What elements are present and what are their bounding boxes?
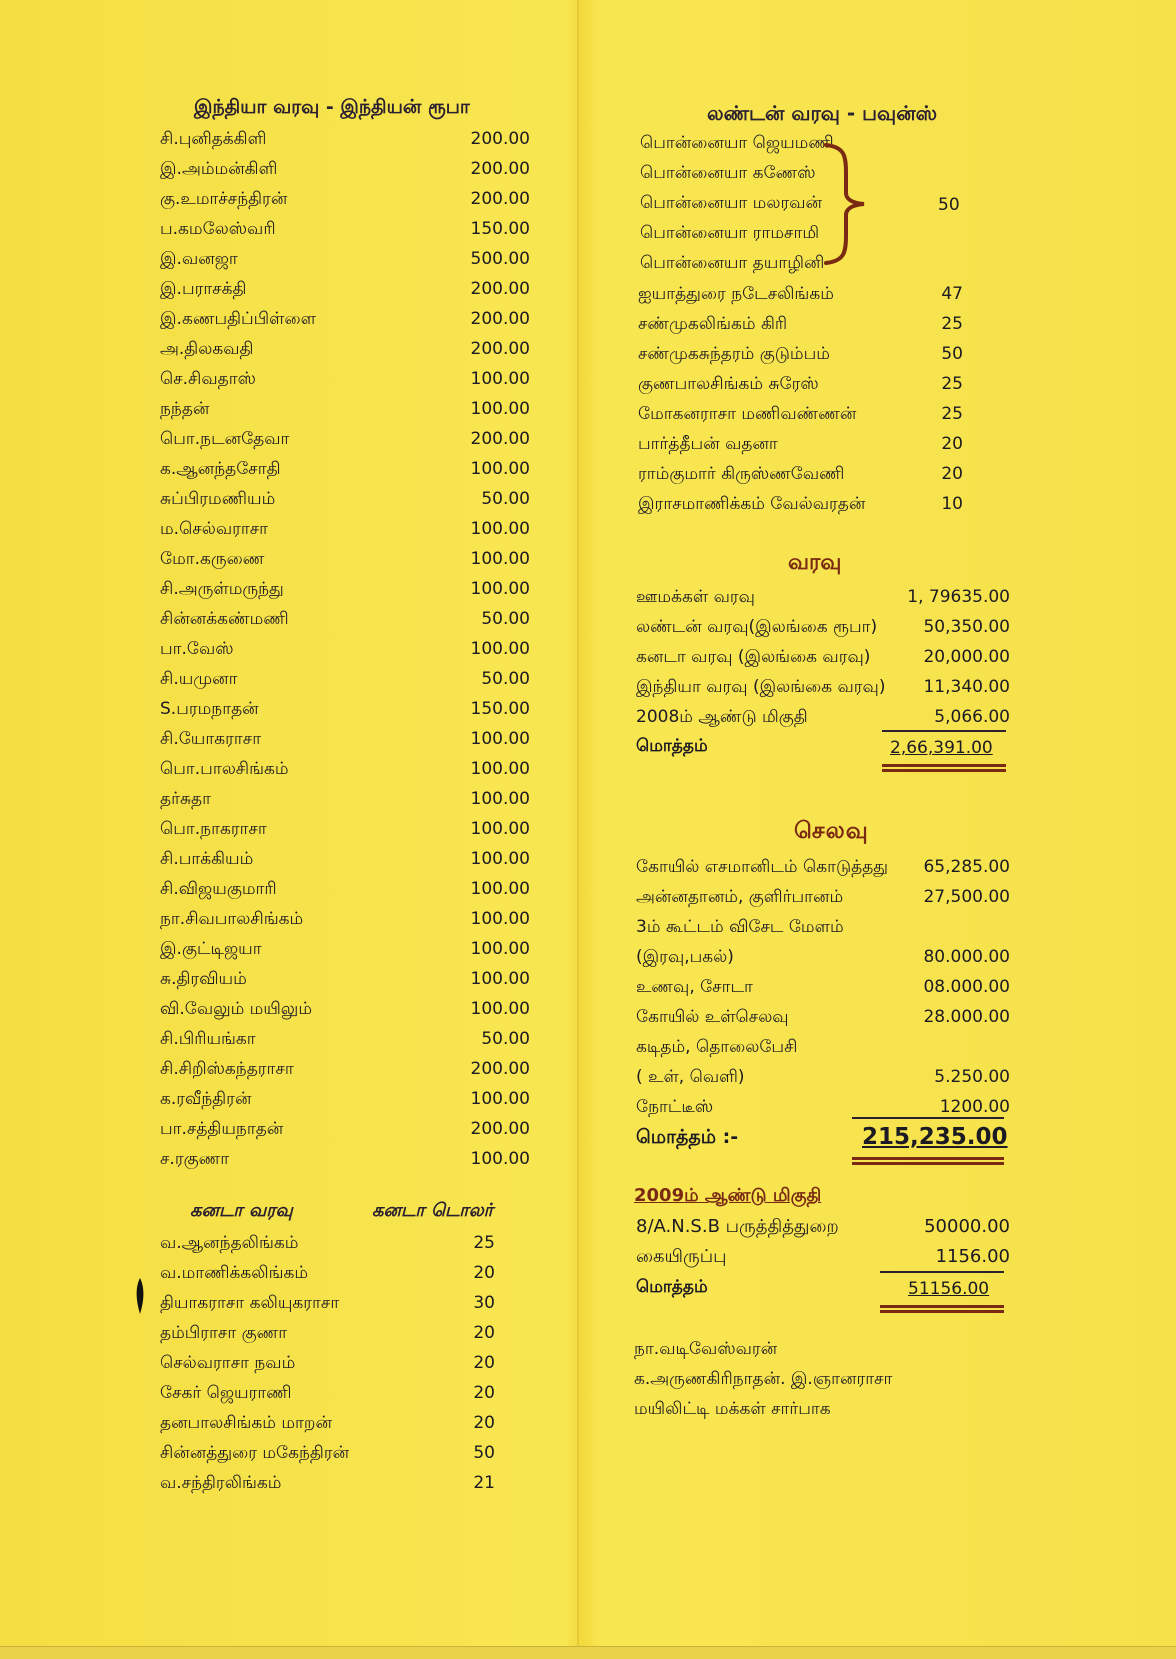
balance-total-value: 51156.00 (908, 1279, 990, 1299)
london-group-name: பொன்னையா மலரவன் (640, 193, 823, 213)
signature-block (634, 1334, 974, 1434)
india-amount: 150.00 (470, 219, 530, 239)
india-row (160, 724, 530, 754)
india-amount: 100.00 (470, 519, 530, 539)
canada-currency: கனடா டொலர் (372, 1200, 494, 1221)
india-amount: 150.00 (470, 699, 530, 719)
balance-total-double-rule-top (880, 1305, 1004, 1308)
canada-row (160, 1438, 495, 1468)
balance-total-double-rule-bottom (880, 1310, 1004, 1313)
india-amount: 100.00 (470, 399, 530, 419)
india-name: சி.புனிதக்கிளி (160, 129, 267, 149)
london-amount: 10 (941, 494, 963, 514)
canada-row (160, 1378, 495, 1408)
canada-name: தம்பிராசா குணா (160, 1323, 288, 1343)
india-row (160, 994, 530, 1024)
expense-name: உணவு, சோடா (636, 977, 753, 997)
india-name: பொ.நடனதேவா (160, 429, 290, 449)
india-name: அ.திலகவதி (160, 339, 254, 359)
canada-amount: 20 (473, 1413, 495, 1433)
india-amount: 200.00 (470, 189, 530, 209)
india-amount: 100.00 (470, 639, 530, 659)
india-row (160, 634, 530, 664)
india-row (160, 544, 530, 574)
expense-name: கோயில் உள்செலவு (636, 1007, 789, 1027)
income-subtotal-rule (882, 730, 1006, 732)
canada-amount: 30 (473, 1293, 495, 1313)
london-row (638, 399, 963, 429)
india-amount: 200.00 (470, 339, 530, 359)
london-amount: 20 (941, 464, 963, 484)
india-row (160, 334, 530, 364)
canada-title: கனடா வரவு (190, 1200, 293, 1221)
india-amount: 50.00 (481, 489, 530, 509)
expense-total-value: 215,235.00 (862, 1124, 1008, 1150)
canada-amount: 20 (473, 1383, 495, 1403)
london-row (638, 489, 963, 519)
india-row (160, 484, 530, 514)
india-row (160, 784, 530, 814)
london-amount: 20 (941, 434, 963, 454)
canada-row (160, 1318, 495, 1348)
bottom-edge (0, 1646, 1176, 1659)
india-name: பா.சத்தியநாதன் (160, 1119, 284, 1139)
income-total-value: 2,66,391.00 (890, 738, 993, 758)
india-name: சு.திரவியம் (160, 969, 247, 989)
india-name: கு.உமாச்சந்திரன் (160, 189, 288, 209)
india-amount: 50.00 (481, 609, 530, 629)
london-name: ஐயாத்துரை நடேசலிங்கம் (638, 284, 834, 304)
balance-subtotal-rule (880, 1271, 1004, 1273)
india-row (160, 364, 530, 394)
balance-row (636, 1212, 1010, 1242)
india-amount: 200.00 (470, 279, 530, 299)
india-name: நா.சிவபாலசிங்கம் (160, 909, 304, 929)
india-amount: 200.00 (470, 429, 530, 449)
expense-name: கடிதம், தொலைபேசி (636, 1037, 798, 1057)
india-row (160, 814, 530, 844)
india-amount: 200.00 (470, 1119, 530, 1139)
london-amount: 25 (941, 314, 963, 334)
income-amount: 5,066.00 (934, 707, 1010, 727)
india-name: நந்தன் (160, 399, 210, 419)
india-name: பொ.பாலசிங்கம் (160, 759, 289, 779)
india-row (160, 1054, 530, 1084)
india-name: ம.செல்வராசா (160, 519, 269, 539)
india-name: இ.பராசக்தி (160, 279, 247, 299)
india-row (160, 1114, 530, 1144)
canada-amount: 20 (473, 1263, 495, 1283)
income-name: இந்தியா வரவு (இலங்கை வரவு) (636, 677, 886, 697)
london-name: மோகனராசா மணிவண்ணன் (638, 404, 857, 424)
income-row (636, 642, 1010, 672)
canada-name: தியாகராசா கலியுகராசா (160, 1293, 340, 1313)
balance-row (636, 1242, 1010, 1272)
signature-line: மயிலிட்டி மக்கள் சார்பாக (634, 1399, 831, 1419)
india-row (160, 514, 530, 544)
canada-name: செல்வராசா நவம் (160, 1353, 296, 1373)
india-row (160, 754, 530, 784)
india-row (160, 244, 530, 274)
india-name: ப.கமலேஸ்வரி (160, 219, 276, 239)
india-row (160, 1084, 530, 1114)
balance-total-label: மொத்தம் (636, 1277, 708, 1297)
income-row (636, 702, 1010, 732)
london-name: ராம்குமார் கிருஸ்ணவேணி (638, 464, 845, 484)
signature-line: க.அருணகிரிநாதன். இ.ஞானராசா (634, 1369, 893, 1389)
income-total-double-rule-top (882, 764, 1006, 767)
london-name: பார்த்தீபன் வதனா (638, 434, 778, 454)
canada-row (160, 1228, 495, 1258)
income-row (636, 672, 1010, 702)
canada-amount: 25 (473, 1233, 495, 1253)
india-name: க.ஆனந்தசோதி (160, 459, 281, 479)
canada-amount: 50 (473, 1443, 495, 1463)
income-row (636, 612, 1010, 642)
india-amount: 100.00 (470, 879, 530, 899)
expense-amount: 1200.00 (939, 1097, 1010, 1117)
expense-amount: 5.250.00 (934, 1067, 1010, 1087)
india-amount: 100.00 (470, 999, 530, 1019)
canada-name: சின்னத்துரை மகேந்திரன் (160, 1443, 350, 1463)
india-amount: 200.00 (470, 159, 530, 179)
india-name: சி.அருள்மருந்து (160, 579, 284, 599)
india-name: பா.வேஸ் (160, 639, 234, 659)
expense-total-double-rule-bottom (852, 1162, 1004, 1165)
income-total-double-rule-bottom (882, 769, 1006, 772)
income-amount: 20,000.00 (923, 647, 1010, 667)
india-name: மோ.கருணை (160, 549, 265, 569)
expense-title: செலவு (794, 818, 869, 844)
india-row (160, 904, 530, 934)
canada-row (160, 1288, 495, 1318)
india-row (160, 874, 530, 904)
balance-name: 8/A.N.S.B பருத்தித்துறை (636, 1216, 839, 1237)
london-name: சண்முகலிங்கம் கிரி (638, 314, 788, 334)
india-name: சி.விஜயகுமாரி (160, 879, 277, 899)
india-name: பொ.நாகராசா (160, 819, 267, 839)
canada-list (160, 1228, 500, 1508)
india-amount: 200.00 (470, 129, 530, 149)
london-group-name: பொன்னையா தயாழினி (640, 253, 825, 273)
india-title: இந்தியா வரவு - இந்தியன் ரூபா (194, 96, 470, 118)
india-row (160, 274, 530, 304)
india-row (160, 844, 530, 874)
expense-row (636, 942, 1010, 972)
canada-name: தனபாலசிங்கம் மாறன் (160, 1413, 332, 1433)
expense-list (636, 852, 1016, 1132)
london-amount: 25 (941, 374, 963, 394)
income-name: கனடா வரவு (இலங்கை வரவு) (636, 647, 871, 667)
india-name: செ.சிவதாஸ் (160, 369, 256, 389)
india-name: சி.யோகராசா (160, 729, 262, 749)
income-total-label: மொத்தம் (636, 736, 708, 756)
expense-amount: 27,500.00 (923, 887, 1010, 907)
canada-amount: 20 (473, 1353, 495, 1373)
expense-row (636, 1002, 1010, 1032)
india-amount: 500.00 (470, 249, 530, 269)
india-name: வி.வேலும் மயிலும் (160, 999, 313, 1019)
canada-name: வ.மாணிக்கலிங்கம் (160, 1263, 309, 1283)
ink-mark-icon (134, 1278, 146, 1314)
india-row (160, 664, 530, 694)
india-name: இ.அம்மன்கிளி (160, 159, 278, 179)
expense-total-label: மொத்தம் :- (636, 1126, 739, 1148)
london-group-name: பொன்னையா ராமசாமி (640, 223, 820, 243)
india-amount: 100.00 (470, 729, 530, 749)
canada-row (160, 1468, 495, 1498)
india-amount: 100.00 (470, 549, 530, 569)
india-row (160, 154, 530, 184)
expense-amount: 80.000.00 (923, 947, 1010, 967)
expense-name: ( உள், வெளி) (636, 1067, 745, 1087)
india-row (160, 184, 530, 214)
balance-amount: 1156.00 (935, 1246, 1010, 1267)
india-name: சின்னக்கண்மணி (160, 609, 289, 629)
expense-row (636, 1032, 1010, 1062)
income-amount: 50,350.00 (923, 617, 1010, 637)
india-name: க.ரவீந்திரன் (160, 1089, 252, 1109)
india-amount: 200.00 (470, 309, 530, 329)
india-row (160, 604, 530, 634)
india-amount: 100.00 (470, 759, 530, 779)
canada-name: வ.சந்திரலிங்கம் (160, 1473, 282, 1493)
india-row (160, 214, 530, 244)
india-amount: 100.00 (470, 909, 530, 929)
london-name: இராசமாணிக்கம் வேல்வரதன் (638, 494, 866, 514)
india-name: சி.பாக்கியம் (160, 849, 254, 869)
india-name: S.பரமநாதன் (160, 699, 259, 719)
india-name: இ.கணபதிப்பிள்ளை (160, 309, 316, 329)
india-row (160, 454, 530, 484)
expense-name: நோட்டீஸ் (636, 1097, 714, 1117)
india-amount: 50.00 (481, 1029, 530, 1049)
india-name: சி.சிறிஸ்கந்தராசா (160, 1059, 294, 1079)
india-name: சி.யமுனா (160, 669, 238, 689)
india-name: இ.குட்டிஜயா (160, 939, 262, 959)
expense-amount: 08.000.00 (923, 977, 1010, 997)
london-group-name: பொன்னையா ஜெயமணி (640, 133, 834, 153)
india-amount: 200.00 (470, 1059, 530, 1079)
london-row (638, 429, 963, 459)
expense-subtotal-rule (852, 1117, 1004, 1119)
india-row (160, 1144, 530, 1174)
india-amount: 100.00 (470, 819, 530, 839)
canada-name: வ.ஆனந்தலிங்கம் (160, 1233, 299, 1253)
income-amount: 1, 79635.00 (907, 587, 1010, 607)
india-amount: 100.00 (470, 939, 530, 959)
expense-row (636, 972, 1010, 1002)
london-row (638, 309, 963, 339)
london-row (638, 339, 963, 369)
india-amount: 100.00 (470, 789, 530, 809)
india-row (160, 394, 530, 424)
india-row (160, 304, 530, 334)
expense-amount: 28.000.00 (923, 1007, 1010, 1027)
india-row (160, 124, 530, 154)
india-name: சுப்பிரமணியம் (160, 489, 276, 509)
canada-row (160, 1258, 495, 1288)
london-list (638, 279, 978, 519)
london-title: லண்டன் வரவு - பவுன்ஸ் (707, 101, 938, 125)
india-amount: 100.00 (470, 459, 530, 479)
london-row (638, 279, 963, 309)
income-name: 2008ம் ஆண்டு மிகுதி (636, 707, 808, 727)
balance-amount: 50000.00 (924, 1216, 1010, 1237)
expense-row (636, 882, 1010, 912)
london-group-name: பொன்னையா கணேஸ் (640, 163, 816, 183)
india-name: ச.ரகுணா (160, 1149, 230, 1169)
london-name: சண்முகசுந்தரம் குடும்பம் (638, 344, 830, 364)
expense-name: (இரவு,பகல்) (636, 947, 734, 967)
signature-line: நா.வடிவேஸ்வரன் (634, 1339, 778, 1359)
income-row (636, 582, 1010, 612)
page-fold (577, 0, 579, 1659)
india-amount: 100.00 (470, 1089, 530, 1109)
right-curly-brace-icon (822, 143, 868, 265)
india-amount: 100.00 (470, 579, 530, 599)
canada-amount: 21 (473, 1473, 495, 1493)
canada-amount: 20 (473, 1323, 495, 1343)
expense-row (636, 1062, 1010, 1092)
expense-row (636, 912, 1010, 942)
india-amount: 100.00 (470, 369, 530, 389)
canada-row (160, 1348, 495, 1378)
income-title: வரவு (788, 550, 842, 575)
canada-row (160, 1408, 495, 1438)
expense-name: கோயில் எசமானிடம் கொடுத்தது (636, 857, 889, 877)
india-row (160, 694, 530, 724)
india-amount: 100.00 (470, 849, 530, 869)
london-amount: 50 (941, 344, 963, 364)
expense-total-double-rule-top (852, 1157, 1004, 1160)
london-row (638, 369, 963, 399)
london-name: குணபாலசிங்கம் சுரேஸ் (638, 374, 819, 394)
india-amount: 100.00 (470, 969, 530, 989)
india-name: இ.வனஜா (160, 249, 238, 269)
expense-name: 3ம் கூட்டம் விசேட மேளம் (636, 917, 844, 937)
expense-name: அன்னதானம், குளிர்பானம் (636, 887, 844, 907)
india-row (160, 964, 530, 994)
income-name: ஊமக்கள் வரவு (636, 587, 755, 607)
india-row (160, 424, 530, 454)
india-name: தர்சுதா (160, 789, 211, 809)
india-row (160, 934, 530, 964)
expense-row (636, 852, 1010, 882)
london-row (638, 459, 963, 489)
expense-amount: 65,285.00 (923, 857, 1010, 877)
balance-name: கையிருப்பு (636, 1246, 727, 1267)
london-amount: 47 (941, 284, 963, 304)
india-row (160, 574, 530, 604)
india-list (160, 124, 540, 1174)
london-group-amount: 50 (938, 195, 960, 215)
income-name: லண்டன் வரவு(இலங்கை ரூபா) (636, 617, 878, 637)
india-row (160, 1024, 530, 1054)
income-list (636, 582, 1016, 742)
london-amount: 25 (941, 404, 963, 424)
balance-title: 2009ம் ஆண்டு மிகுதி (634, 1185, 822, 1206)
income-amount: 11,340.00 (923, 677, 1010, 697)
canada-name: சேகர் ஜெயராணி (160, 1383, 292, 1403)
india-amount: 100.00 (470, 1149, 530, 1169)
london-group (640, 128, 960, 278)
india-amount: 50.00 (481, 669, 530, 689)
india-name: சி.பிரியங்கா (160, 1029, 256, 1049)
